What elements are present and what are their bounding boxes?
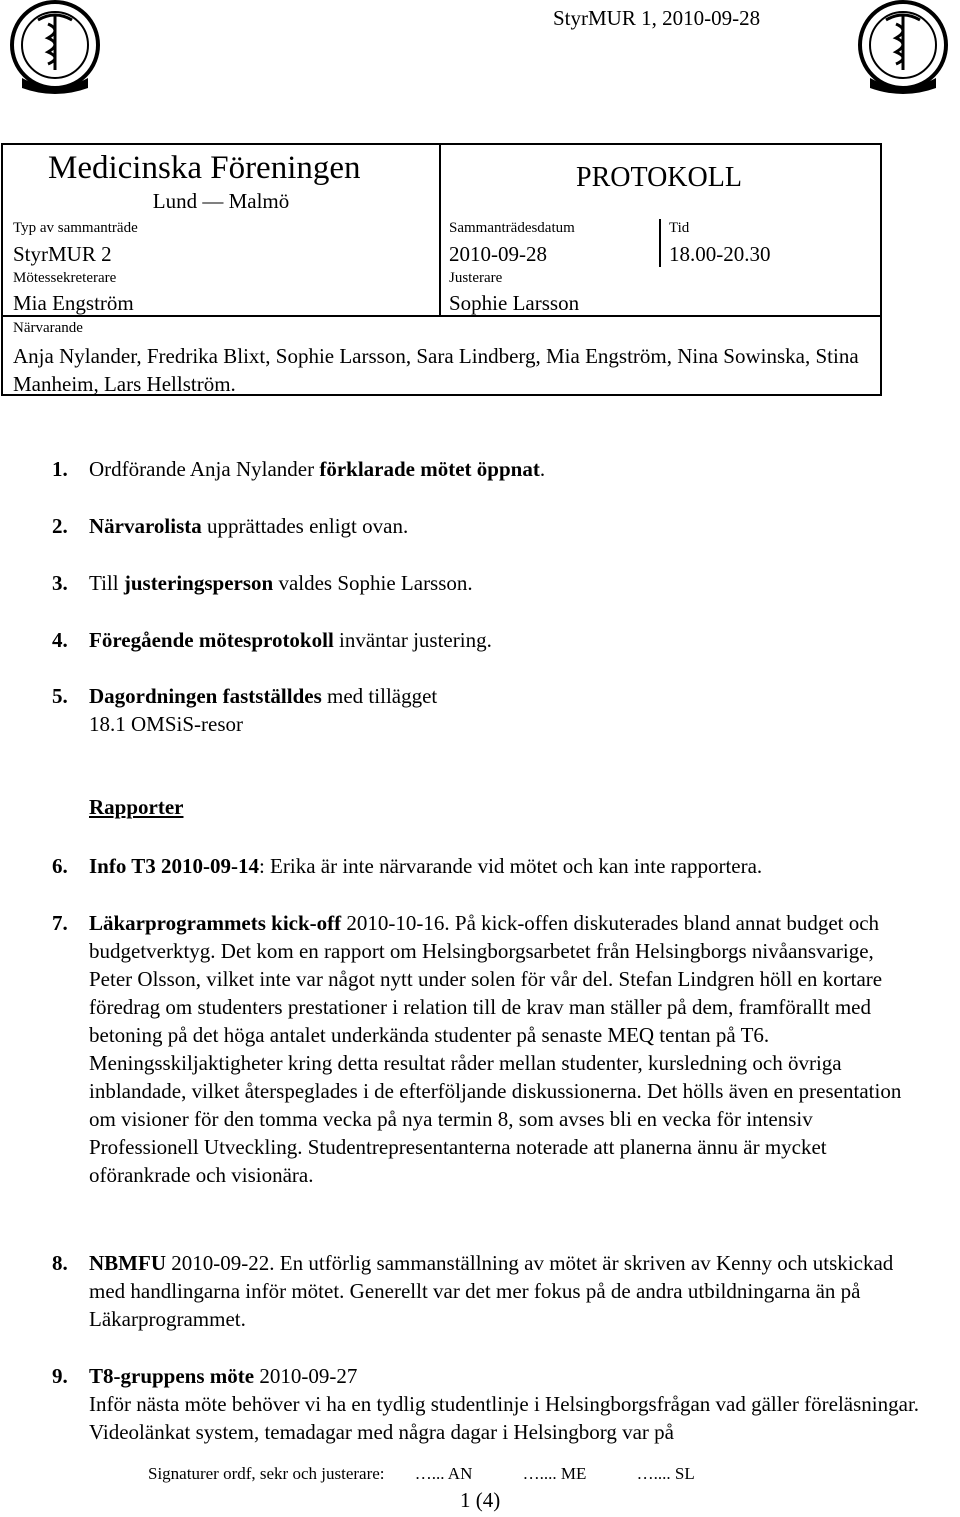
signature-chair: …... AN [414,1464,473,1483]
item-text: med tillägget [321,684,438,708]
item-number: 4. [52,628,68,652]
signature-secretary: ….... ME [522,1464,587,1483]
meeting-type-label: Typ av sammanträde [13,220,138,236]
signature-label: Signaturer ordf, sekr och justerare: [148,1464,385,1483]
university-seal-icon [0,0,110,100]
time-value: 18.00-20.30 [669,242,771,266]
time-label: Tid [669,220,690,236]
item-text: . [539,457,546,481]
item-text: upprättades enligt ovan. [201,514,409,538]
item-bold: förklarade mötet öppnat [319,457,540,481]
university-seal-icon [848,0,958,100]
organization-location: Lund — Malmö [152,189,290,213]
item-text: Ordförande Anja Nylander [89,457,320,481]
item-number: 9. [52,1364,68,1388]
checker-value: Sophie Larsson [449,291,580,315]
item-text: : Erika är inte närvarande vid mötet och kan inte rapportera. [258,854,763,878]
item-bold: Info T3 2010-09-14 [89,854,259,878]
item-text: valdes Sophie Larsson. [273,571,473,595]
attendees-value: Anja Nylander, Fredrika Blixt, Sophie Larsson, Sara Lindberg, Mia Engström, Nina Sowinska, Stina Manheim, Lars Hellström. [13,344,859,396]
item-text: 2010-09-27 [254,1364,358,1388]
item-number: 1. [52,457,68,481]
page-number: 1 (4) [460,1488,501,1512]
item-bold: Föregående mötesprotokoll [89,628,334,652]
item-number: 3. [52,571,68,595]
attendees-label: Närvarande [13,320,83,336]
item-extra: Inför nästa möte behöver vi ha en tydlig studentlinje i Helsingborgsfrågan vad gäller föreläsningar. Videolänkat system, temadagar med några dagar i Helsingborg var på [89,1392,920,1444]
item-text: 2010-10-16. På kick-offen diskuterades bland annat budget och budgetverktyg. Det kom en rapport om Helsingborgsarbetet från Helsingborgs nivåansvarige, Peter Olsson, vilket inte var något nytt under solen för vår del. Stefan Lindgren höll en kortare föredrag om studenters prestationer i relation till de krav man ställer på dem, framförallt med betoning på det höga antalet underkända studenter på senaste MEQ tentan på T6. Meningsskiljaktigheter kring detta resultat råder mellan studenter, kursledning och övriga inblandade, vilket återspeglades i de efterföljande diskussionerna. Det hölls även en presentation om visioner för den tomma vecka på nya termin 8, som avses bli en vecka för intensiv Professionell Utveckling. Studentrepresentanterna noterade att planerna ännu är mycket oförankrade och visionära. [89,911,902,1187]
item-bold: NBMFU [89,1251,166,1275]
meeting-date-label: Sammanträdesdatum [449,220,575,236]
item-bold: T8-gruppens möte [89,1364,255,1388]
meeting-type-value: StyrMUR 2 [13,242,112,266]
item-number: 6. [52,854,68,878]
item-text: 2010-09-22. En utförlig sammanställning av mötet är skriven av Kenny och utskickad med handlingarna inför mötet. Generellt var det mer fokus på de andra utbildningarna än på Läkarprogrammet. [89,1251,894,1331]
item-extra: 18.1 OMSiS-resor [89,712,244,736]
item-text: Till [89,571,124,595]
signature-checker: ….... SL [636,1464,695,1483]
secretary-value: Mia Engström [13,291,134,315]
document-reference: StyrMUR 1, 2010-09-28 [553,6,761,30]
item-number: 5. [52,684,68,708]
item-bold: Närvarolista [89,514,202,538]
meeting-header-table [1,143,882,396]
meeting-date-value: 2010-09-28 [449,242,547,266]
document-type: PROTOKOLL [576,162,742,193]
item-text: inväntar justering. [333,628,492,652]
item-bold: Läkarprogrammets kick-off [89,911,342,935]
organization-name: Medicinska Föreningen [48,150,361,186]
checker-label: Justerare [449,270,503,286]
item-number: 2. [52,514,68,538]
section-heading-reports: Rapporter [89,795,184,819]
item-bold: Dagordningen fastställdes [89,684,322,708]
signature-line [148,1464,701,1484]
item-number: 8. [52,1251,68,1275]
item-number: 7. [52,911,68,935]
item-bold: justeringsperson [123,571,274,595]
secretary-label: Mötessekreterare [13,270,117,286]
